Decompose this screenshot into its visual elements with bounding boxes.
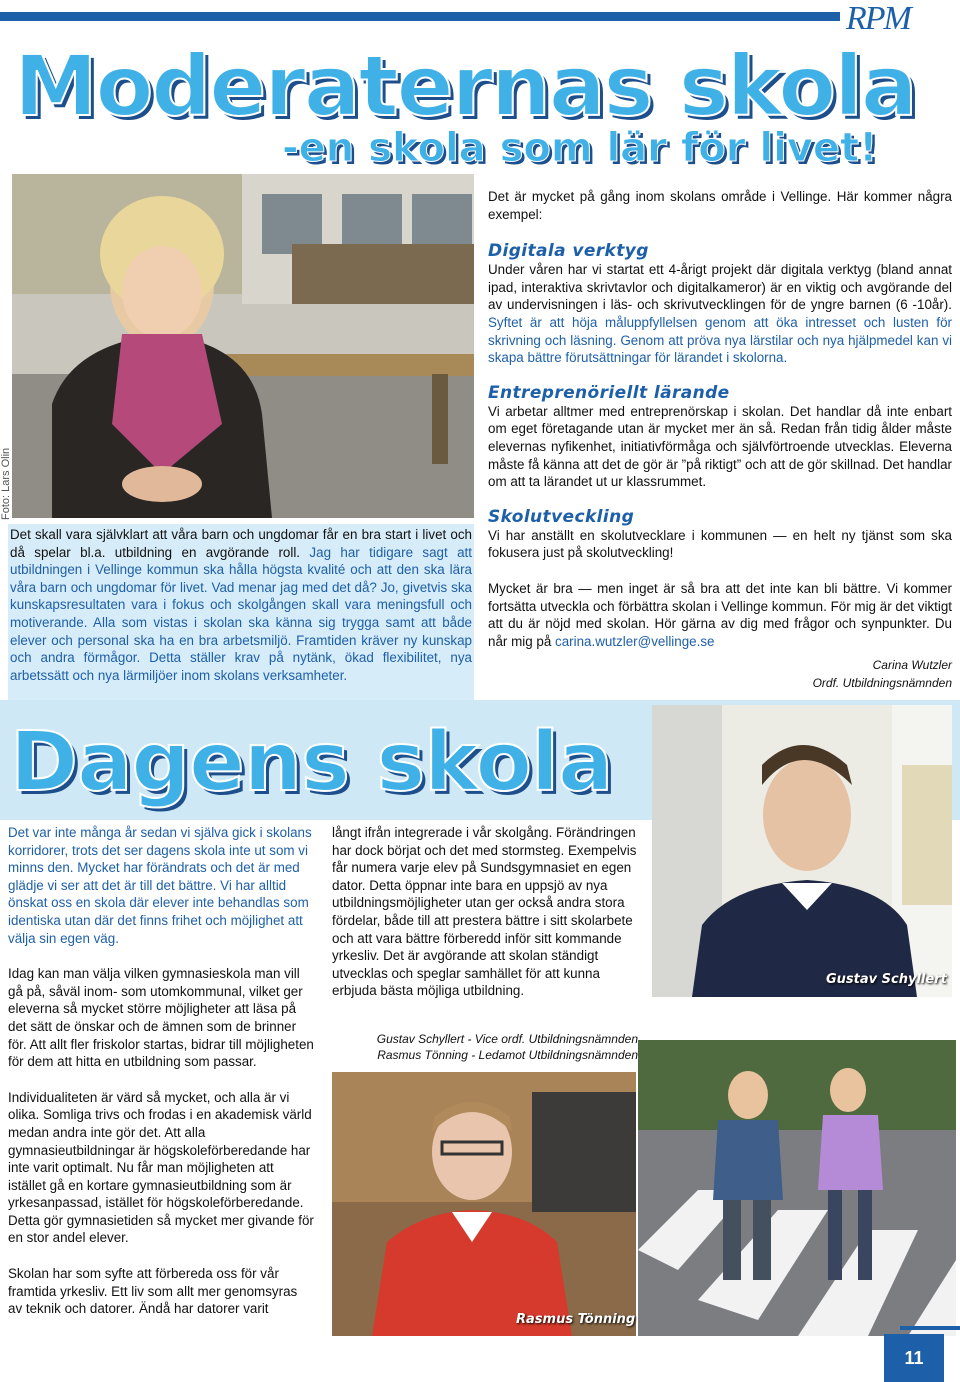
page-number: 11 (884, 1334, 944, 1382)
top-bar (0, 12, 840, 21)
page-title: Moderaternas skola (14, 37, 916, 135)
section2-mid-column (332, 824, 638, 1000)
skolutveckling-text: Vi har anställt en skolutvecklare i kommunen — en helt ny tjänst som ska fokusera just på skolutveckling! (488, 527, 952, 561)
intro-lead: Det skall vara självklart att våra barn och ungdomar får en bra start i livet och då spelar bl.a. utbildning en avgörande roll. (10, 527, 472, 560)
label-gustav: Gustav Schyllert (826, 972, 947, 987)
section2-left-column (8, 824, 314, 1318)
signature-title: Ordf. Utbildningsnämnden (812, 676, 952, 691)
email-link[interactable]: carina.wutzler@vellinge.se (555, 633, 715, 649)
photo-carina (12, 174, 474, 518)
skolutveckling-text-2: Mycket är bra — men inget är så bra att det inte kan bli bättre. Vi kommer fortsätta utveckla och förbättra skolan i Vellinge kommun. För mig är det viktigt att du är nöjd med skolan. Hör gärna av dig med frågor och synpunkter. Du når mig på carina.wutzler@vellinge.se (488, 580, 952, 649)
photo-kids (638, 1040, 956, 1336)
right-column (488, 188, 952, 690)
section2-sig-2: Rasmus Tönning - Ledamot Utbildningsnämnden (377, 1048, 638, 1062)
photo-gustav (652, 705, 952, 997)
page-subtitle: -en skola som lär för livet! (282, 125, 878, 171)
intro-body: Jag har tidigare sagt att utbildningen i Vellinge kommun ska hålla högsta kvalité och att den ska lära våra barn och ungdomar för livet. Vad menar jag med det då? Jo, givetvis ska kunskapsresultaten vara i fokus och skolgången skall vara meningsfull och motiverande. Alla som vistas i skolan ska känna sig trygga samt att både elever och personal ska ha en bra arbetsmiljö. Framtiden kräver ny kunskap och andra förmågor. Detta ställer krav på nytänk, ökad flexibilitet, nya arbetssätt och nya lärmiljöer inom skolans verksamheter. (10, 544, 472, 683)
section2-sig-1: Gustav Schyllert - Vice ordf. Utbildningsnämnden (376, 1032, 638, 1046)
intro-text (10, 526, 472, 684)
section2-p2: Idag kan man välja vilken gymnasieskola man vill gå på, såväl inom- som utomkommunal, vilket ger eleverna så mycket större möjligheter att läsa på det sätt de önskar och de ämnen som de brinner för. Att allt fler friskolor startas, bidrar till möjligheten för dem att hitta en utbildning som passar. (8, 966, 314, 1070)
photo-credit: Foto: Lars Olin (0, 447, 12, 520)
rpm-logo: RPM (846, 0, 910, 37)
section2-p3: Individualiteten är värd så mycket, och alla är vi olika. Somliga trivs och frodas i en akademisk värld medan andra inte gör det. Att alla gymnasieutbildningar är högskoleförberedande har inte varit optimalt. Nu får man möjligheten att istället gå en kortare gymnasieutbildning som är yrkesanpassad, istället för högskoleförberedande. Detta gör gymnasietiden så mycket mer givande för en stor andel elever. (8, 1089, 314, 1246)
photo-rasmus (332, 1072, 636, 1336)
page-number-bar (900, 1326, 960, 1330)
signature-name: Carina Wutzler (872, 658, 952, 673)
section2-mid-text: långt ifrån integrerade i vår skolgång. Förändringen har dock börjat och det med stormsteg. Exempelvis får numera varje elev på Sundsgymnasiet en egen dator. Detta öppnar inte bara en uppsjö av nya utbildningsmöjligheter utan ger också andra stora fördelar, både till att prestera bättre i sitt skolarbete och att vara bättre förberedd inför sitt kommande yrkesliv. Det är avgörande att skolan ständigt utvecklas och speglar samhället för att kunna erbjuda bästa möjliga utbildning. (332, 825, 637, 999)
section2-p4: Skolan har som syfte att förbereda oss för vår framtida yrkesliv. Ett liv som allt mer genomsyras av teknik och datorer. Ändå har datorer varit (8, 1266, 298, 1317)
section2-title: Dagens skola (10, 715, 613, 810)
right-intro: Det är mycket på gång inom skolans område i Vellinge. Här kommer några exempel: (488, 189, 952, 222)
section2-p1: Det var inte många år sedan vi själva gick i skolans korridorer, trots det ser dagens skola inte ut som vi minns den. Mycket har förändrats och det är med glädje vi ser att det är till det bättre. Vi har alltid önskat oss en skola där elever inte behandlas som identiska utan där det finns frihet och möjlighet att välja sin egen väg. (8, 825, 312, 946)
heading-entreprenoriellt: Entreprenöriellt lärande (488, 382, 730, 403)
heading-skolutveckling: Skolutveckling (488, 506, 635, 527)
entreprenoriellt-text: Vi arbetar alltmer med entreprenörskap i skolan. Det handlar då inte enbart om eget företagande utan är mycket mer än så. Redan från tidig ålder måste elevernas nyfikenhet, initiativförmåga och självförtroende utvecklas. Eleverna måste få känna att det de gör är ”på riktigt” och att de gör skillnad. Det handlar om att ta lärandet ut ur klassrummet. (488, 403, 952, 490)
heading-digitala-verktyg: Digitala verktyg (488, 241, 649, 262)
digitala-verktyg-text: Under våren har vi startat ett 4-årigt projekt där digitala verktyg (bland annat ipad, interaktiva skrivtavlor och digitalkameror) är en viktig och avgörande del av undervisningen i läs- och skrivutvecklingen för de yngre barnen (6 -10år). Syftet är att höja måluppfyllelsen genom att öka intresset och lusten för skrivning och läsning. Genom att pröva nya lärstilar och nya hjälpmedel kan vi skapa bättre förutsättningar för lärandet i skolorna. (488, 262, 952, 366)
label-rasmus: Rasmus Tönning (516, 1312, 636, 1327)
